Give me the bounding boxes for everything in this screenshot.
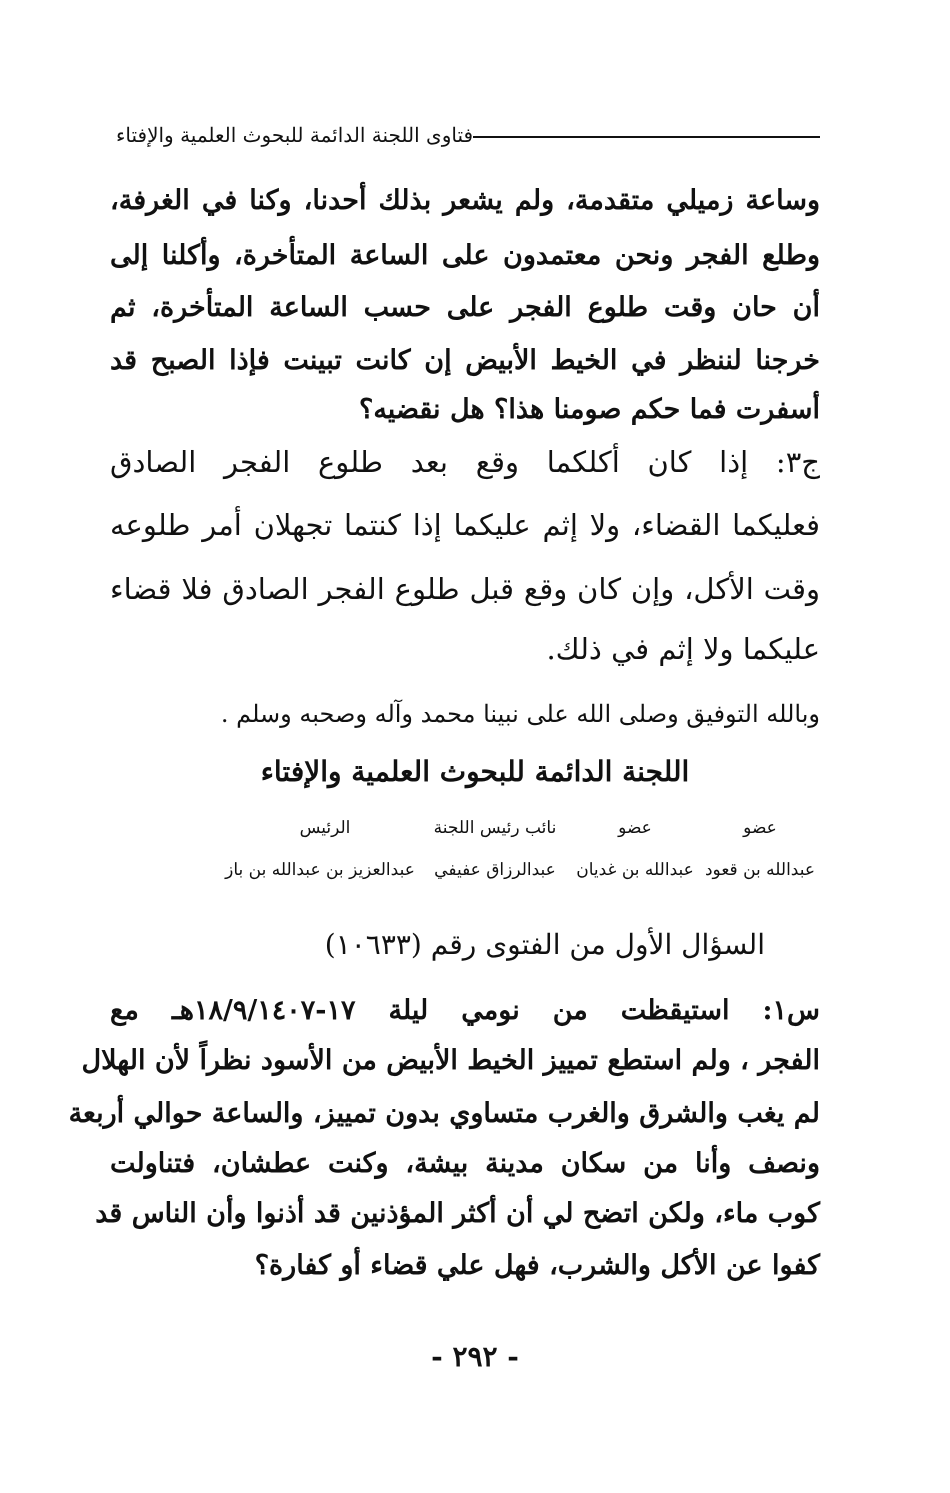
header-rule	[473, 136, 820, 138]
committee-name: اللجنة الدائمة للبحوث العلمية والإفتاء	[260, 755, 690, 788]
question2-line-2: الفجر ، ولم استطع تمييز الخيط الأبيض من الأسود نظراً لأن الهلال	[81, 1045, 820, 1076]
fatwa-title: السؤال الأول من الفتوى رقم (١٠٦٣٣)	[324, 928, 765, 961]
question1-line-2: وطلع الفجر ونحن معتمدون على الساعة المتأخرة، وأكلنا إلى	[110, 240, 820, 271]
question2-line-6: كفوا عن الأكل والشرب، فهل علي قضاء أو كفارة؟	[254, 1250, 820, 1281]
answer1-line-2: فعليكما القضاء، ولا إثم عليكما إذا كنتما تجهلان أمر طلوعه	[110, 508, 820, 542]
name-member-2: عبدالله بن غديان	[576, 860, 694, 880]
page-number: - ٢٩٢ -	[431, 1340, 519, 1373]
question1-line-3: أن حان وقت طلوع الفجر على حسب الساعة المتأخرة، ثم	[110, 292, 820, 323]
question2-line-1: س١: استيقظت من نومي ليلة ١٧-١٨/٩/١٤٠٧هـ مع	[110, 995, 820, 1026]
role-member-2: عضو	[618, 818, 652, 838]
name-chair: عبدالعزيز بن عبدالله بن باز	[225, 860, 415, 880]
signatory-roles	[130, 818, 820, 838]
role-chair: الرئيس	[299, 818, 351, 838]
answer1-line-3: وقت الأكل، وإن كان وقع قبل طلوع الفجر الصادق فلا قضاء	[110, 572, 820, 606]
running-header	[110, 118, 820, 152]
answer1-line-4: عليكما ولا إثم في ذلك.	[546, 632, 820, 666]
role-member-1: عضو	[743, 818, 777, 838]
question1-line-5: أسفرت فما حكم صومنا هذا؟ هل نقضيه؟	[359, 394, 820, 425]
question2-line-4: ونصف وأنا من سكان مدينة بيشة، وكنت عطشان، فتناولت	[110, 1148, 820, 1179]
question1-line-4: خرجنا لننظر في الخيط الأبيض إن كانت تبينت فإذا الصبح قد	[110, 345, 820, 376]
question2-line-3: لم يغب والشرق والغرب متساوي بدون تمييز، والساعة حوالي أربعة	[68, 1098, 820, 1129]
answer1-line-1: ج٣: إذا كان أكلكما وقع بعد طلوع الفجر الصادق	[110, 445, 820, 479]
role-vice-chair: نائب رئيس اللجنة	[433, 818, 557, 838]
signatory-names	[135, 860, 820, 880]
name-member-1: عبدالله بن قعود	[704, 860, 815, 880]
header-title: فتاوى اللجنة الدائمة للبحوث العلمية والإفتاء	[116, 123, 474, 147]
name-vice-chair: عبدالرزاق عفيفي	[434, 860, 556, 880]
question2-line-5: كوب ماء، ولكن اتضح لي أن أكثر المؤذنين قد أذنوا وأن الناس قد	[95, 1198, 820, 1229]
question1-line-1: وساعة زميلي متقدمة، ولم يشعر بذلك أحدنا، وكنا في الغرفة،	[110, 185, 820, 216]
closing-formula: وبالله التوفيق وصلى الله على نبينا محمد وآله وصحبه وسلم .	[220, 700, 820, 728]
